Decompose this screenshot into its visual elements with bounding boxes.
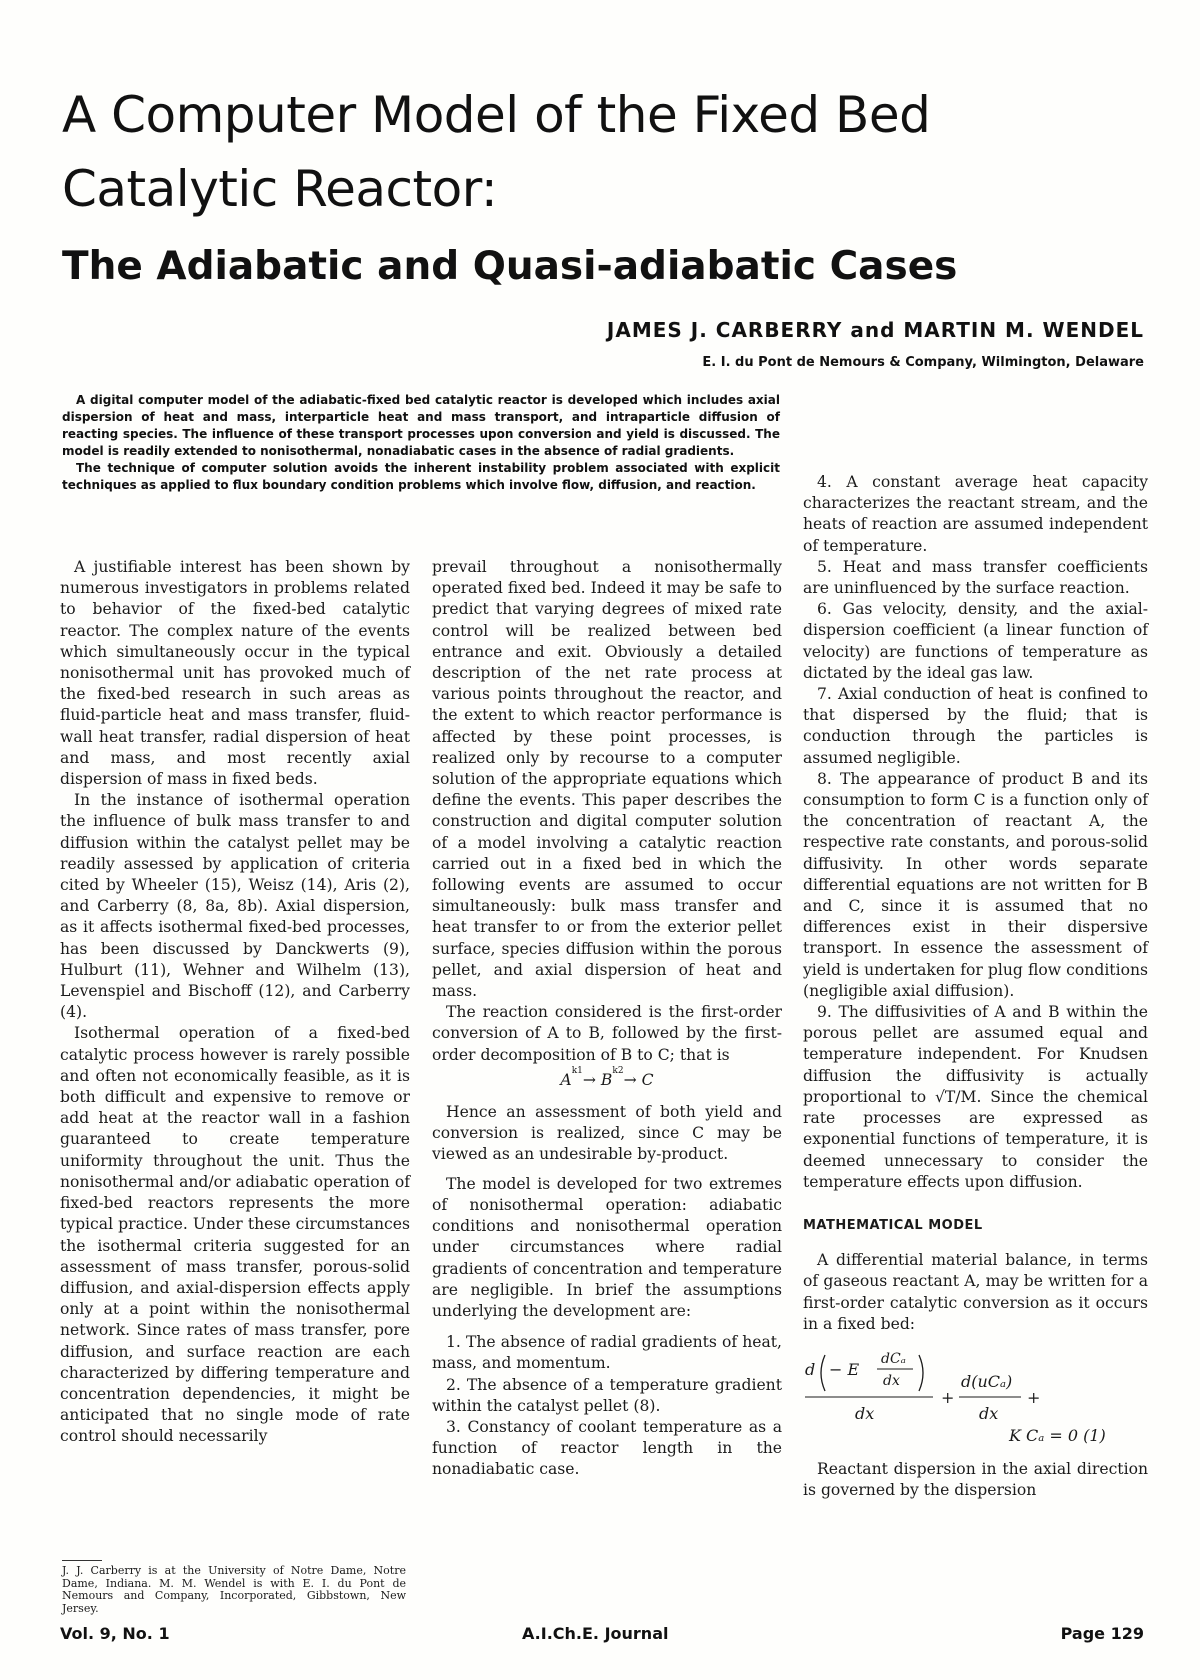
species-b: B <box>600 1070 613 1089</box>
assumption-6: 6. Gas velocity, density, and the axial-dispersion coefficient (a linear function of velocity) are functions of temperature as dictated by the ideal gas law. <box>803 600 1148 682</box>
assumption-4: 4. A constant average heat capacity characterizes the reactant stream, and the heats of reaction are assumed independent of temperature. <box>803 473 1148 555</box>
eq1-minus-e: − E <box>829 1359 860 1379</box>
article-title <box>62 78 1122 226</box>
col1-paragraph-2: In the instance of isothermal operation the influence of bulk mass transfer to and diffusion within the catalyst pellet may be readily assessed by application of criteria cited by Wheeler (15), Weisz (14), Aris (2), and Carberry (8, 8a, 8b). Axial dispersion, as it affects isothermal fixed-bed processes, has been discussed by Danckwerts (9), Hulburt (11), Wehner and Wilhelm (13), Levenspiel and Bischoff (12), and Carberry (4). <box>60 791 410 1022</box>
assumptions-list-2 <box>803 472 1148 1193</box>
eq1-plus-1: + <box>941 1387 955 1407</box>
footnote-rule <box>62 1560 102 1561</box>
assumptions-list-1 <box>432 1332 782 1480</box>
assumption-9: 9. The diffusivities of A and B within the porous pellet are assumed equal and temperature independent. For Knudsen diffusion the diffusivity is actually proportional to √T/M. Since the chemical rate processes are expressed as exponential functions of temperature, it is deemed unnecessary to consider the temperature effects upon diffusion. <box>803 1003 1148 1191</box>
col2-paragraph-2: The reaction considered is the first-order conversion of A to B, followed by the first-order decomposition of B to C; that is <box>432 1003 782 1064</box>
species-a: A <box>560 1070 572 1089</box>
equation-1 <box>803 1345 1148 1445</box>
rate-constant-k1: k1 <box>571 1065 583 1076</box>
eq1-d-outer: d <box>805 1359 816 1379</box>
authors: JAMES J. CARBERRY and MARTIN M. WENDEL <box>606 318 1144 342</box>
eq1-tail: K Cₐ = 0 (1) <box>1009 1425 1106 1445</box>
eq1-dca: dCₐ <box>881 1350 906 1367</box>
affiliation: E. I. du Pont de Nemours & Company, Wilmington, Delaware <box>702 355 1144 370</box>
arrow-icon: → <box>582 1070 596 1089</box>
abstract <box>62 392 780 494</box>
footer-journal: A.I.Ch.E. Journal <box>522 1624 669 1643</box>
eq1-dx-outer: dx <box>855 1403 875 1423</box>
footer-page: Page 129 <box>1060 1624 1144 1643</box>
abstract-paragraph-1: A digital computer model of the adiabatic-fixed bed catalytic reactor is developed which includes axial dispersion of heat and mass, interparticle heat and mass transport, and intraparticle diffusion of reacting species. The influence of these transport processes upon conversion and yield is discussed. The model is readily extended to nonisothermal, nonadiabatic cases in the absence of radial gradients. <box>62 393 780 458</box>
eq1-duca: d(uCₐ) <box>961 1371 1013 1391</box>
column-1 <box>60 557 410 1448</box>
assumption-3: 3. Constancy of coolant temperature as a function of reactor length in the nonadiabatic case. <box>432 1417 782 1479</box>
eq1-dx-second: dx <box>979 1403 999 1423</box>
assumption-5: 5. Heat and mass transfer coefficients are uninfluenced by the surface reaction. <box>803 557 1148 598</box>
rate-constant-k2: k2 <box>612 1065 624 1076</box>
footer-volume: Vol. 9, No. 1 <box>60 1624 170 1643</box>
footnote-text: J. J. Carberry is at the University of Notre Dame, Notre Dame, Indiana. M. M. Wendel is with E. I. du Pont de Nemours and Company, Incorporated, Gibbstown, New Jersey. <box>62 1564 406 1615</box>
arrow-icon: → <box>623 1070 637 1089</box>
col1-paragraph-3: Isothermal operation of a fixed-bed catalytic process however is rarely possible and often not economically feasible, as it is both difficult and expensive to remove or add heat at the reactor wall in a fashion guaranteed to create temperature uniformity throughout the unit. Thus the nonisothermal and/or adiabatic operation of fixed-bed reactors represents the more typical practice. Under these circumstances the isothermal criteria suggested for an assessment of mass transfer, porous-solid diffusion, and axial-dispersion effects apply only at a point within the nonisothermal network. Since rates of mass transfer, pore diffusion, and surface reaction are each characterized by differing temperature and concentration dependencies, it might be anticipated that no single mode of rate control should necessarily <box>60 1024 410 1446</box>
assumption-8: 8. The appearance of product B and its consumption to form C is a function only of the concentration of reactant A, the respective rate constants, and porous-solid diffusivity. In other words separate differential equations are not written for B and C, since it is assumed that no differences exist in their dispersive transport. In essence the assessment of yield is undertaken for plug flow conditions (negligible axial diffusion). <box>803 769 1148 1000</box>
species-c: C <box>641 1070 654 1089</box>
col2-paragraph-4: The model is developed for two extremes of nonisothermal operation: adiabatic conditions and nonisothermal operation under circumstances where radial gradients of concentration and temperature are negligible. In brief the assumptions underlying the development are: <box>432 1174 782 1320</box>
author-footnote <box>62 1560 406 1615</box>
final-paragraph: Reactant dispersion in the axial direction is governed by the dispersion <box>803 1459 1148 1500</box>
assumption-2: 2. The absence of a temperature gradient within the catalyst pellet (8). <box>432 1375 782 1415</box>
section-heading-mathematical-model: MATHEMATICAL MODEL <box>803 1217 983 1233</box>
abstract-paragraph-2: The technique of computer solution avoids the inherent instability problem associated with explicit techniques as applied to flux boundary condition problems which involve flow, diffusion, and reaction. <box>62 461 780 492</box>
col2-paragraph-3: Hence an assessment of both yield and conversion is realized, since C may be viewed as an undesirable by-product. <box>432 1103 782 1164</box>
equation-1-graphic <box>803 1345 1143 1445</box>
reaction-equation <box>432 1065 782 1094</box>
col2-paragraph-1: prevail throughout a nonisothermally operated fixed bed. Indeed it may be safe to predict that varying degrees of mixed rate control will be realized between bed entrance and exit. Obviously a detailed description of the net rate process at various points throughout the reactor, and the extent to which reactor performance is affected by these point processes, is realized only by recourse to a computer solution of the appropriate equations which define the events. This paper describes the construction and digital computer solution of a model involving a catalytic reaction carried out in a fixed bed in which the following events are assumed to occur simultaneously: bulk mass transfer and heat transfer to or from the exterior pellet surface, species diffusion within the porous pellet, and axial dispersion of heat and mass. <box>432 558 782 1001</box>
column-2 <box>432 557 782 1481</box>
title-line-2: Catalytic Reactor: <box>62 160 498 218</box>
column-3 <box>803 472 1148 1501</box>
title-line-1: A Computer Model of the Fixed Bed <box>62 86 931 144</box>
assumption-7: 7. Axial conduction of heat is confined to that dispersed by the fluid; that is conduction through the particles is assumed negligible. <box>803 685 1148 767</box>
assumption-1: 1. The absence of radial gradients of heat, mass, and momentum. <box>432 1333 782 1373</box>
model-paragraph: A differential material balance, in terms of gaseous reactant A, may be written for a first-order catalytic conversion as it occurs in a fixed bed: <box>803 1251 1148 1333</box>
eq1-plus-2: + <box>1027 1387 1041 1407</box>
eq1-dx-inner: dx <box>883 1372 900 1389</box>
article-subtitle: The Adiabatic and Quasi-adiabatic Cases <box>62 244 958 289</box>
col1-paragraph-1: A justifiable interest has been shown by numerous investigators in problems related to behavior of the fixed-bed catalytic reactor. The complex nature of the events which simultaneously occur in the typical nonisothermal unit has provoked much of the fixed-bed research in such areas as fluid-particle heat and mass transfer, fluid-wall heat transfer, radial dispersion of heat and mass, and most recently axial dispersion of mass in fixed beds. <box>60 558 410 789</box>
